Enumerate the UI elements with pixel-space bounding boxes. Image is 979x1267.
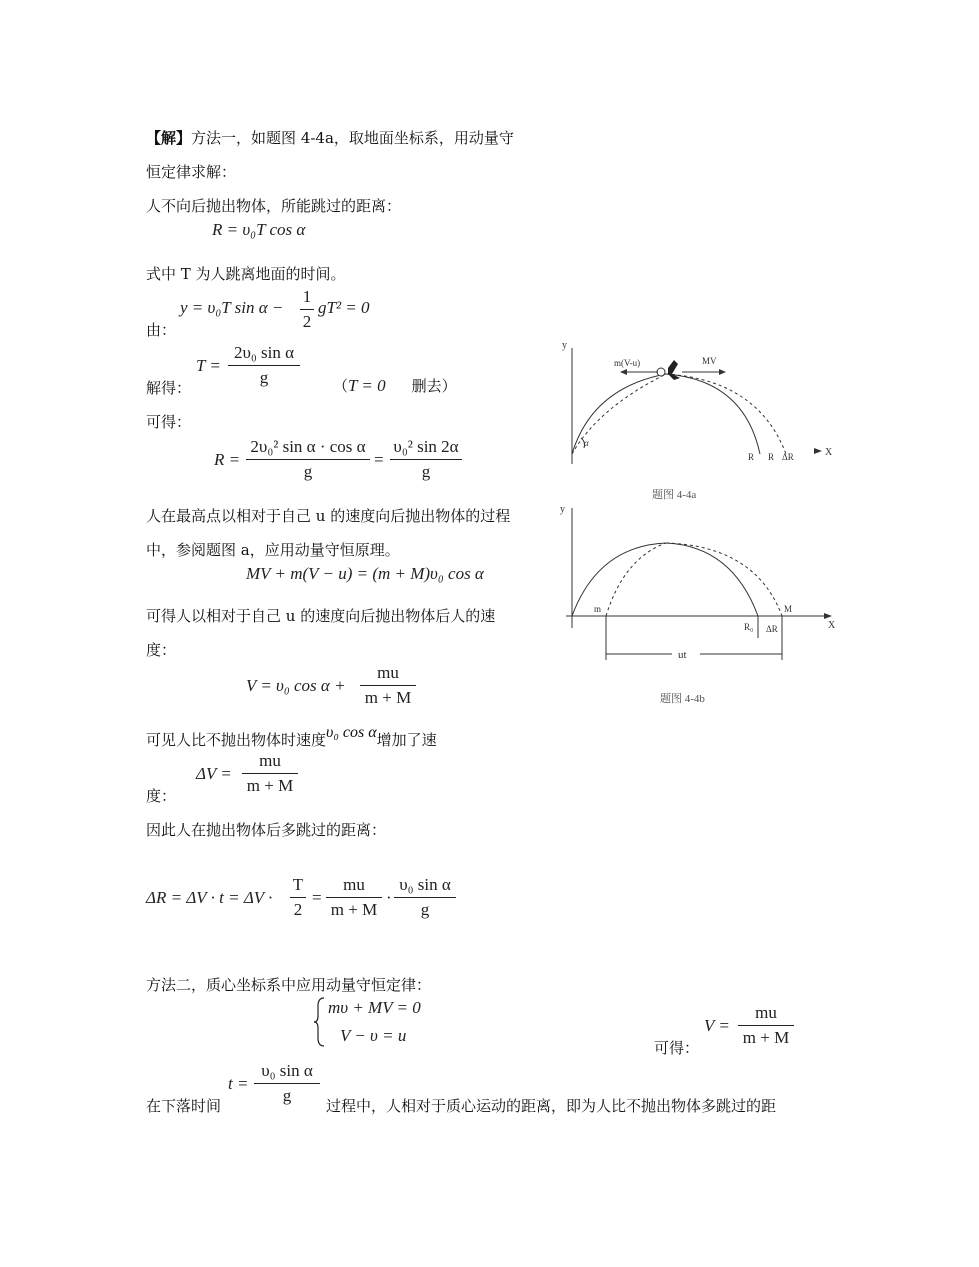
- R2-numerator-1: 2υ₀² sin α · cos α: [250, 437, 366, 456]
- fig-a-person-figure: [668, 360, 680, 380]
- equation-R2-lhs: R =: [214, 450, 241, 469]
- dR-f3-denominator: g: [420, 900, 430, 919]
- t-numerator: υ₀ sin α: [261, 1061, 313, 1080]
- V-denominator: m + M: [364, 688, 412, 707]
- fig-a-x-label: X: [825, 447, 833, 458]
- discard-text: 删去）: [411, 377, 457, 395]
- equation-R2-fraction-2: [390, 436, 462, 483]
- fraction-bar: [246, 459, 370, 460]
- fig-a-left-arrow-head: [620, 369, 627, 375]
- increase-pre: 可见人比不抛出物体时速度: [146, 731, 327, 749]
- fig-b-caption: 题图 4-4b: [660, 693, 705, 705]
- V-numerator: mu: [377, 663, 399, 682]
- equation-dR-equals: =: [312, 888, 322, 907]
- equation-R2-equals: =: [374, 450, 384, 469]
- dR-f1-denominator: 2: [293, 900, 303, 919]
- equation-momentum: MV + m(V − u) = (m + M)υ₀ cos α: [246, 564, 484, 583]
- highest-point-sentence-1: 人在最高点以相对于自己 u 的速度向后抛出物体的过程: [146, 507, 511, 525]
- equation-y-left: y = υ₀T sin α −: [180, 298, 284, 317]
- system-brace: [312, 996, 326, 1048]
- fig-a-caption: 题图 4-4a: [652, 489, 697, 501]
- method1-intro: 方法一，如题图 4-4a，取地面坐标系，用动量守: [191, 129, 514, 147]
- equation-dV-fraction: [242, 750, 298, 797]
- fig-b-trajectory-dashed-left: [606, 543, 666, 616]
- system-equation-2: V − υ = u: [340, 1026, 407, 1045]
- fig-a-mark-dR: ΔR: [782, 452, 794, 462]
- T-numerator: 2υ₀ sin α: [233, 343, 295, 362]
- equation-t-lhs: t =: [228, 1074, 249, 1093]
- fig-b-mark-ut: ut: [678, 649, 687, 661]
- fraction-bar: [290, 897, 306, 898]
- equation-t-fraction: [254, 1060, 320, 1107]
- du-label: 度：: [146, 787, 177, 805]
- fig-a-mark-R2: R: [768, 452, 775, 462]
- where-T-sentence: 式中 T 为人跳离地面的时间。: [146, 265, 346, 283]
- t-denominator: g: [282, 1086, 292, 1105]
- solve-label: 解得：: [146, 379, 192, 397]
- after-throw-sentence-1: 可得人以相对于自己 u 的速度向后抛出物体后人的速: [146, 607, 496, 625]
- V2-numerator: mu: [755, 1003, 777, 1022]
- fig-b-trajectory-dashed-right: [666, 543, 782, 616]
- V2-denominator: m + M: [742, 1028, 790, 1047]
- fig-b-mark-dR: ΔR: [766, 624, 778, 634]
- solution-heading: [146, 128, 514, 148]
- R2-denominator-2: g: [421, 462, 431, 481]
- increase-sentence: [146, 724, 437, 751]
- R2-denominator-1: g: [303, 462, 313, 481]
- fraction-bar: [242, 773, 298, 774]
- fall-post-text: 过程中，人相对于质心运动的距离，即为人比不抛出物体多跳过的距: [326, 1097, 777, 1115]
- fraction-bar: [300, 309, 314, 310]
- increase-post: 增加了速: [376, 731, 437, 749]
- after-throw-sentence-2: 度：: [146, 641, 177, 659]
- figure-4-4b: [548, 498, 848, 714]
- equation-T-fraction: [228, 342, 300, 389]
- from-label: 由：: [146, 321, 177, 339]
- fig-a-trajectory-solid: [572, 374, 760, 454]
- dR-f2-denominator: m + M: [330, 900, 378, 919]
- R2-numerator-2: υ₀² sin 2α: [393, 437, 459, 456]
- keyi-label-2: 可得：: [654, 1039, 700, 1057]
- equation-dR-lhs: ΔR = ΔV · t = ΔV ·: [146, 888, 273, 907]
- solution-label: 解: [161, 129, 177, 147]
- equation-R2-fraction-1: [246, 436, 370, 483]
- equation-y-half: [300, 286, 314, 333]
- dR-f3-numerator: υ₀ sin α: [399, 875, 451, 894]
- equation-dR-dot: ·: [386, 888, 392, 907]
- fig-a-y-label: y: [562, 340, 567, 351]
- fig-a-left-arrow-label: m(V-u): [614, 358, 641, 368]
- fig-b-mark-R0: R₀: [744, 622, 754, 632]
- solution-bracket-close: 】: [176, 129, 192, 147]
- fraction-bar: [228, 365, 300, 366]
- equation-V2-fraction: [738, 1002, 794, 1049]
- dV-numerator: mu: [259, 751, 281, 770]
- fraction-bar: [738, 1025, 794, 1026]
- fig-b-x-label: X: [828, 620, 836, 631]
- fig-b-y-label: y: [560, 504, 565, 515]
- fraction-bar: [394, 897, 456, 898]
- fig-a-angle-label: α: [584, 438, 589, 448]
- half-numerator: 1: [302, 287, 312, 306]
- fig-a-x-arrow: [814, 448, 822, 454]
- discard-note: [333, 376, 457, 396]
- fraction-bar: [254, 1083, 320, 1084]
- equation-V2-lhs: V =: [704, 1016, 730, 1035]
- method2-sentence: 方法二，质心坐标系中应用动量守恒定律：: [146, 976, 432, 994]
- equation-dV-lhs: ΔV =: [196, 764, 232, 783]
- fig-a-mark-R: R: [748, 452, 755, 462]
- fraction-bar: [360, 685, 416, 686]
- no-throw-sentence: 人不向后抛出物体，所能跳过的距离：: [146, 197, 402, 215]
- equation-dR-fraction-1: [290, 874, 306, 921]
- fig-a-right-arrow-label: MV: [702, 356, 717, 366]
- fig-a-trajectory-dashed-right: [666, 374, 786, 454]
- dV-denominator: m + M: [246, 776, 294, 795]
- equation-y-right: gT² = 0: [318, 298, 370, 317]
- fig-b-mark-M: M: [784, 604, 793, 614]
- half-denominator: 2: [302, 312, 312, 331]
- equation-V-lhs: V = υ₀ cos α +: [246, 676, 346, 695]
- fig-a-right-arrow-head: [719, 369, 726, 375]
- dR-f1-numerator: T: [292, 875, 304, 894]
- solution-bracket-open: 【: [146, 129, 162, 147]
- equation-dR-fraction-3: [394, 874, 456, 921]
- figure-4-4a: [548, 334, 848, 514]
- equation-R: R = υ₀T cos α: [212, 220, 306, 239]
- fall-pre-text: 在下落时间: [146, 1097, 222, 1115]
- equation-dR-fraction-2: [326, 874, 382, 921]
- fraction-bar: [390, 459, 462, 460]
- method1-intro-2: 恒定律求解：: [146, 163, 237, 181]
- highest-point-sentence-2: 中，参阅题图 a，应用动量守恒原理。: [146, 541, 400, 559]
- fig-b-x-arrow: [824, 613, 832, 619]
- discard-open: （: [333, 377, 349, 395]
- therefore-sentence: 因此人在抛出物体后多跳过的距离：: [146, 821, 387, 839]
- fig-b-mark-m: m: [594, 604, 602, 614]
- dR-f2-numerator: mu: [343, 875, 365, 894]
- fig-a-object-ball: [657, 368, 665, 376]
- discard-eq: T = 0: [348, 376, 386, 395]
- keyi-label-1: 可得：: [146, 413, 192, 431]
- equation-V-fraction: [360, 662, 416, 709]
- fraction-bar: [326, 897, 382, 898]
- T-denominator: g: [259, 368, 269, 387]
- increase-expr: υ₀ cos α: [326, 724, 377, 741]
- system-equation-1: mυ + MV = 0: [328, 998, 421, 1017]
- equation-T-lhs: T =: [196, 356, 221, 375]
